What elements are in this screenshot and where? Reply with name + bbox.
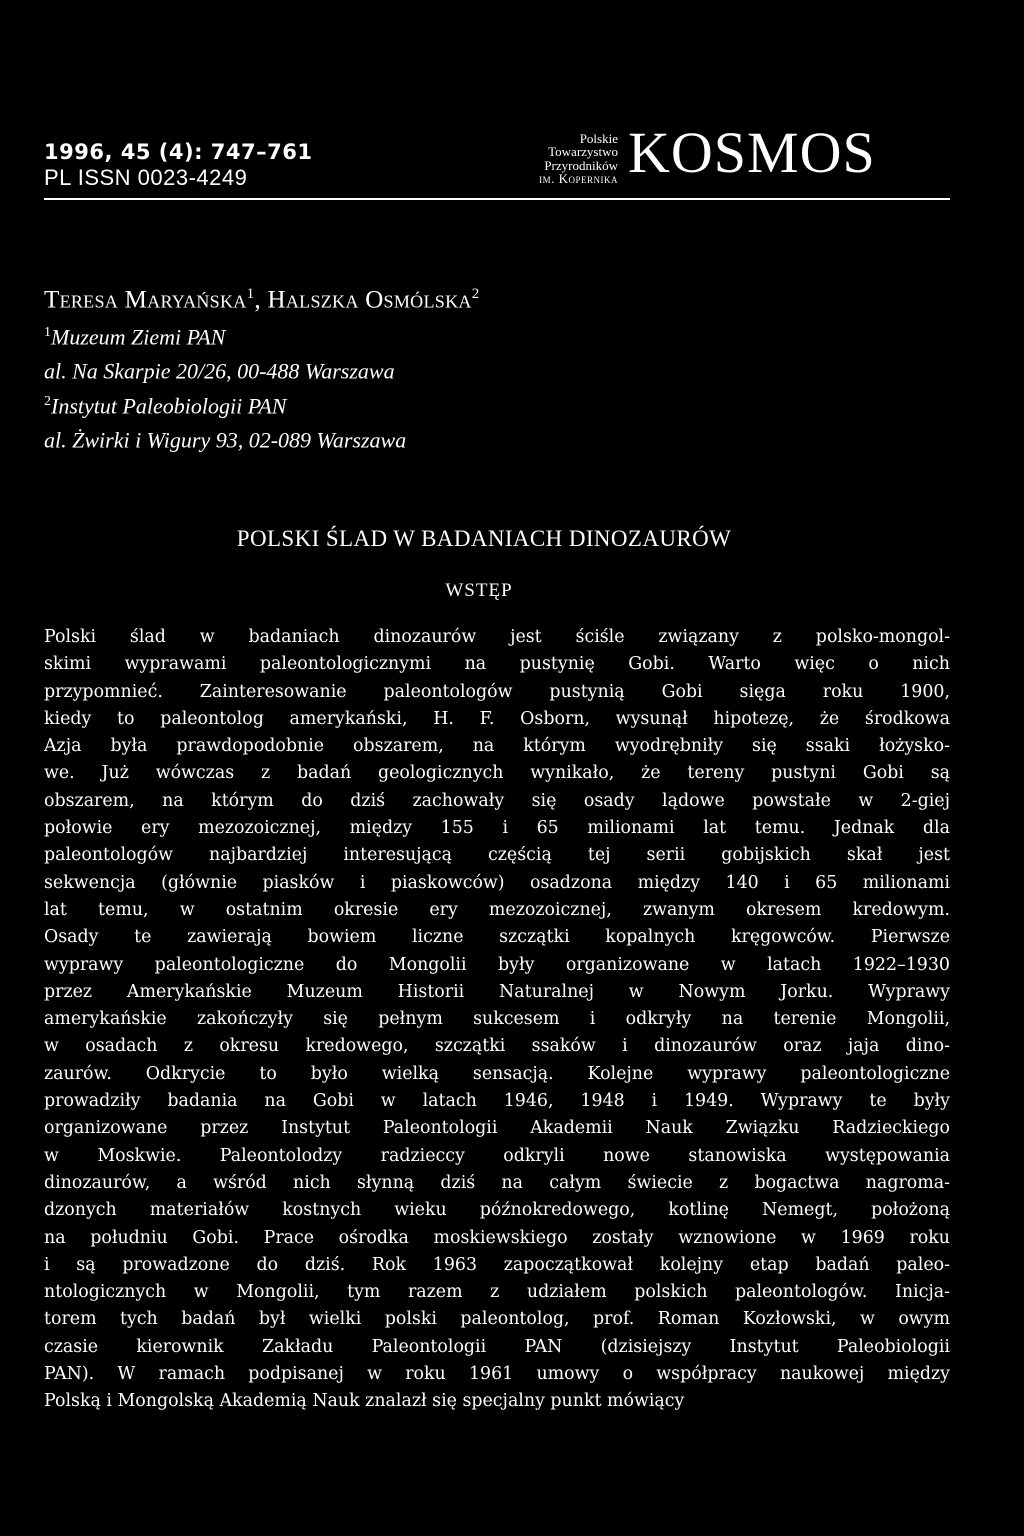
journal-title: KOSMOS xyxy=(628,120,876,185)
text-line: lat temu, w ostatnim okresie ery mezozoicznej, zwanym okresem kredowym. xyxy=(44,899,950,920)
text-line: czasie kierownik Zakładu Paleontologii PAN (dzisiejszy Instytut Paleobiologii xyxy=(44,1336,950,1357)
text-line: przez Amerykańskie Muzeum Historii Naturalnej w Nowym Jorku. Wyprawy xyxy=(44,981,950,1002)
text-line: skimi wyprawami paleontologicznymi na pustynię Gobi. Warto więc o nich xyxy=(44,654,950,675)
text-line: dinozaurów, a wśród nich słynną dziś na całym świecie z bogactwa nagroma- xyxy=(44,1172,950,1193)
text-line: PAN). W ramach podpisanej w roku 1961 umowy o współpracy naukowej między xyxy=(44,1364,950,1385)
affiliation-text: al. Żwirki i Wigury 93, 02-089 Warszawa xyxy=(44,427,407,453)
text-line: obszarem, na którym do dziś zachowały się osady lądowe powstałe w 2-giej xyxy=(44,790,950,811)
citation xyxy=(44,140,312,191)
affiliation-line xyxy=(44,421,406,455)
text-line: Polską i Mongolską Akademią Nauk znalazł się specjalny punkt mówiący xyxy=(44,1391,685,1412)
author-1-name: Teresa Maryańska xyxy=(44,286,247,314)
text-line: w Moskwie. Paleontolodzy radzieccy odkryli nowe stanowiska występowania xyxy=(44,1145,950,1166)
affiliation-line xyxy=(44,387,406,421)
society-name xyxy=(508,132,618,185)
text-line: torem tych badań był wielki polski paleontolog, prof. Roman Kozłowski, w owym xyxy=(44,1309,950,1330)
text-line: wyprawy paleontologiczne do Mongolii były organizowane w latach 1922–1930 xyxy=(44,954,950,975)
affiliation-text: al. Na Skarpie 20/26, 00-488 Warszawa xyxy=(44,358,395,384)
affiliation-line xyxy=(44,318,406,352)
text-line: w osadach z okresu kredowego, szczątki ssaków i dinozaurów oraz jaja dino- xyxy=(44,1036,950,1057)
text-line: i są prowadzone do dziś. Rok 1963 zapoczątkował kolejny etap badań paleo- xyxy=(44,1254,950,1275)
affiliation-text: Instytut Paleobiologii PAN xyxy=(51,392,287,418)
section-heading: WSTĘP xyxy=(445,580,513,601)
author-2-name: Halszka Osmólska xyxy=(267,286,472,314)
society-line-1: Polskie xyxy=(579,131,618,146)
text-line: organizowane przez Instytut Paleontologii Akademii Nauk Związku Radzieckiego xyxy=(44,1118,950,1139)
text-line: dzonych materiałów kostnych wieku późnokredowego, kotlinę Nemegt, położoną xyxy=(44,1200,950,1221)
text-line: amerykańskie zakończyły się pełnym sukcesem i odkryły na terenie Mongolii, xyxy=(44,1009,950,1030)
text-line: ntologicznych w Mongolii, tym razem z udziałem polskich paleontologów. Inicja- xyxy=(44,1282,950,1303)
text-line: Osady te zawierają bowiem liczne szczątki kopalnych kręgowców. Pierwsze xyxy=(44,927,950,948)
article-title: POLSKI ŚLAD W BADANIACH DINOZAURÓW xyxy=(236,526,732,551)
text-line: zaurów. Odkrycie to było wielką sensacją. Kolejne wyprawy paleontologiczne xyxy=(44,1063,950,1084)
affiliation-sup: 2 xyxy=(44,393,51,409)
journal-header xyxy=(44,120,950,198)
society-line-3: Przyrodników xyxy=(544,157,618,173)
affiliation-sup: 1 xyxy=(44,325,51,340)
text-line: paleontologów najbardziej interesującą częścią tej serii gobijskich skał jest xyxy=(44,845,950,866)
authors xyxy=(44,286,480,314)
text-line: przypomnieć. Zainteresowanie paleontologów pustynią Gobi sięga roku 1900, xyxy=(44,681,950,702)
affiliation-text: Muzeum Ziemi PAN xyxy=(51,324,226,350)
affiliation-line xyxy=(44,352,406,386)
citation-issn: PL ISSN 0023-4249 xyxy=(44,164,248,190)
citation-volume: 1996, 45 (4): 747–761 xyxy=(44,140,313,164)
society-line-4: im. Kopernika xyxy=(539,170,618,186)
text-line: we. Już wówczas z badań geologicznych wynikało, że tereny pustyni Gobi są xyxy=(44,763,950,784)
author-separator: , xyxy=(254,286,268,314)
text-line: Azja była prawdopodobnie obszarem, na którym wyodrębniły się ssaki łożysko- xyxy=(44,736,950,757)
society-line-2: Towarzystwo xyxy=(548,144,618,160)
text-line: prowadziły badania na Gobi w latach 1946, 1948 i 1949. Wyprawy te były xyxy=(44,1091,950,1112)
body-text xyxy=(44,624,950,1416)
text-line: połowie ery mezozoicznej, między 155 i 65 milionami lat temu. Jednak dla xyxy=(44,818,950,839)
affiliations xyxy=(44,318,406,455)
text-line: Polski ślad w badaniach dinozaurów jest ściśle związany z polsko-mongol- xyxy=(44,627,950,647)
text-line: sekwencja (głównie piasków i piaskowców) osadzona między 140 i 65 milionami xyxy=(44,872,950,893)
text-line: na południu Gobi. Prace ośrodka moskiewskiego zostały wznowione w 1969 roku xyxy=(44,1227,950,1248)
header-rule xyxy=(44,198,950,200)
text-line: kiedy to paleontolog amerykański, H. F. Osborn, wysunął hipotezę, że środkowa xyxy=(44,708,950,729)
author-1-sup: 1 xyxy=(246,286,255,302)
author-2-sup: 2 xyxy=(471,286,480,302)
